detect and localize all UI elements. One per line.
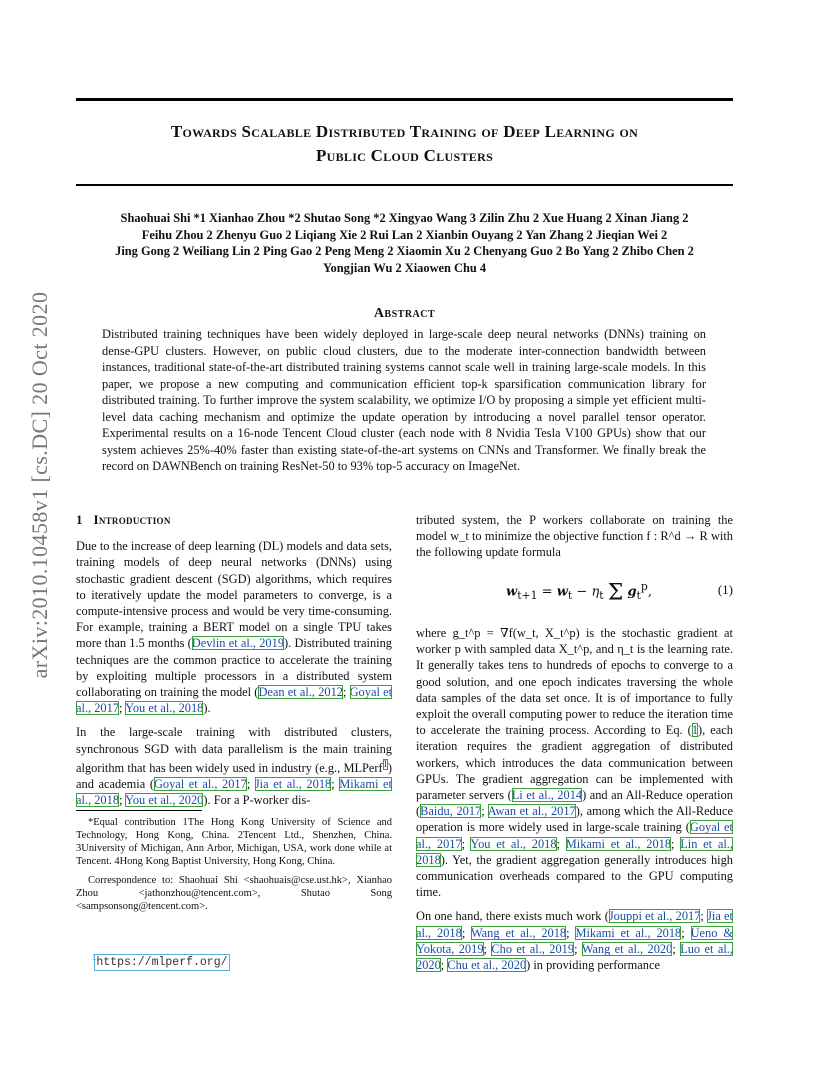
equation-number: (1) bbox=[717, 582, 733, 597]
paragraph-text: ). For a P-worker dis- bbox=[203, 793, 311, 808]
affiliation-footnote: *Equal contribution 1The Hong Kong University of Science and Technology, Hong Kong, China. 2Tencent Ltd., Shenzhen, China. 3University of Michigan, Ann Arbor, Michigan, USA, work done while at Tencent. 4Hong Kong Baptist University, Hong Kong, China. bbox=[76, 817, 392, 867]
citation-link[interactable]: Dean et al., 2012 bbox=[258, 685, 343, 700]
citation-link[interactable]: Wang et al., 2018 bbox=[470, 925, 567, 940]
citation-link[interactable]: Jia et al., 2018 bbox=[416, 909, 734, 940]
citation-link[interactable]: You et al., 2020 bbox=[125, 793, 204, 808]
citation-link[interactable]: Goyal et al., 2017 bbox=[416, 820, 733, 851]
section-number: 1 bbox=[76, 512, 83, 527]
right-column-bottom bbox=[416, 625, 733, 973]
citation-link[interactable]: Awan et al., 2017 bbox=[487, 804, 576, 819]
title-bottom-rule bbox=[76, 184, 733, 186]
author-line: Yongjian Wu 2 Xiaowen Chu 4 bbox=[322, 260, 487, 275]
paragraph-text: ). Distributed training techniques are the common practice to accelerate the training by exploiting multiple processors in a distributed system collaborating on training the model ( bbox=[76, 636, 392, 700]
citation-link[interactable]: Li et al., 2014 bbox=[511, 788, 583, 803]
citation-link[interactable]: Lin et al., 2018 bbox=[416, 836, 733, 867]
abstract-heading: Abstract bbox=[373, 306, 436, 321]
paragraph-text: tributed system, the P workers collaborate on training the model w_t to minimize the objective function f : R^d → R with the following update formula bbox=[416, 513, 733, 560]
citation-link[interactable]: You et al., 2018 bbox=[125, 701, 204, 716]
author-list bbox=[76, 210, 733, 276]
footnote-rule bbox=[76, 810, 202, 811]
update-equation bbox=[416, 572, 733, 618]
paragraph-text: ) in providing performance bbox=[526, 958, 660, 973]
title-line-1: Towards Scalable Distributed Training of Deep Learning on bbox=[170, 122, 639, 141]
paragraph-text: ) and academia ( bbox=[76, 760, 392, 792]
equation-body: $w_{t+1} = w_t - \eta_t$ Σ $g_t^p$, bbox=[506, 580, 652, 606]
citation-link[interactable]: Chu et al., 2020 bbox=[447, 958, 527, 973]
footnotes bbox=[76, 816, 392, 913]
citation-link[interactable]: Mikami et al., 2018 bbox=[575, 925, 682, 940]
equation-link[interactable]: 1 bbox=[691, 723, 699, 738]
url-footnote bbox=[92, 951, 228, 969]
citation-link[interactable]: Baidu, 2017 bbox=[420, 804, 482, 819]
citation-link[interactable]: Goyal et al., 2017 bbox=[76, 685, 393, 716]
section-heading bbox=[76, 512, 392, 528]
citation-link[interactable]: Mikami et al., 2018 bbox=[76, 777, 393, 808]
citation-link[interactable]: Jouppi et al., 2017 bbox=[608, 909, 701, 924]
citation-link[interactable]: You et al., 2018 bbox=[470, 836, 557, 851]
citation-link[interactable]: Cho et al., 2019 bbox=[491, 941, 575, 956]
footnote-mark: 1 bbox=[92, 952, 97, 962]
intro-paragraph-2: In the large-scale training with distributed clusters, synchronous SGD with data parallelism is the main training algorithm that has been widely used in industry (e.g., MLPerf$^1$) and academia (Goyal et al., 2017; Jia et al., 2018; Mikami et al., 2018; You et al., 2020). For a P-worker dis- bbox=[76, 725, 393, 808]
paragraph-text: where g_t^p = ∇f(w_t, X_t^p) is the stochastic gradient at worker p with sampled data X_t^p, and η_t is the learning rate. It generally takes tens to hundreds of epochs to converge to a good solution, and one epoch indicates traversing the whole data samples of the data set once. It is of importance to fully exploit the overall computing power to reduce the iteration time to accelerate the training process. According to Eq. ( bbox=[416, 626, 733, 738]
paragraph-text: ), among which the All-Reduce operation is more widely used in large-scale training ( bbox=[416, 804, 734, 835]
paragraph-2: where g_t^p = ∇f(w_t, X_t^p) is the stochastic gradient at worker p with sampled data X_t^p, and η_t is the learning rate. It generally takes tens to hundreds of epochs to converge to a good solution, and one epoch indicates traversing the whole data samples of the data set once. It is of importance to fully exploit the overall computing power to reduce the iteration time to accelerate the training process. According to Eq. (1), each iteration requires the gradient aggregation of distributed workers, which introduces the data communication between GPUs. The gradient aggregation can be implemented with parameter servers (Li et al., 2014) and an All-Reduce operation (Baidu, 2017; Awan et al., 2017), among which the All-Reduce operation is more widely used in large-scale training (Goyal et al., 2017; You et al., 2018; Mikami et al., 2018; Lin et al., 2018). Yet, the gradient aggregation generally introduces high communication overheads compared to the GPU computing time. bbox=[416, 626, 734, 900]
arxiv-id: arXiv:2010.10458v1 [cs.DC] 20 Oct 2020 bbox=[27, 291, 52, 679]
mlperf-url-link[interactable]: https://mlperf.org/ bbox=[96, 955, 228, 969]
section-title: Introduction bbox=[93, 512, 171, 527]
title-line-2: Public Cloud Clusters bbox=[315, 146, 494, 165]
paragraph-text: ). Yet, the gradient aggregation generally introduces high communication overheads compared to the GPU computing time. bbox=[416, 852, 733, 900]
citation-link[interactable]: Ueno & Yokota, 2019 bbox=[416, 925, 733, 956]
right-column-top bbox=[416, 512, 733, 561]
citation-link[interactable]: Devlin et al., 2019 bbox=[191, 636, 285, 651]
citation-link[interactable]: Jia et al., 2018 bbox=[254, 777, 332, 792]
paragraph-text: ), each iteration requires the gradient aggregation of distributed workers, which introduces the data communication between GPUs. The gradient aggregation can be implemented with parameter servers ( bbox=[416, 723, 733, 803]
citation-link[interactable]: Goyal et al., 2017 bbox=[153, 777, 247, 792]
paragraph-text: On one hand, there exists much work ( bbox=[416, 909, 609, 924]
author-line: Shaohuai Shi *1 Xianhao Zhou *2 Shutao Song *2 Xingyao Wang 3 Zilin Zhu 2 Xue Huang 2 Xinan Jiang 2 bbox=[120, 211, 689, 225]
paragraph-text: ) and an All-Reduce operation ( bbox=[416, 788, 733, 819]
left-column bbox=[76, 512, 392, 809]
abstract-text: Distributed training techniques have been widely deployed in large-scale deep neural networks (DNNs) training on dense-GPU clusters. However, on public cloud clusters, due to the moderate inter-connection bandwidth between instances, traditional state-of-the-art distributed training systems cannot scale well in training large-scale models. In this paper, we propose a new computing and communication efficient top-k sparsification communication library for distributed training. To further improve the system scalability, we optimize I/O by proposing a simple yet efficient multi-level data caching mechanism and optimize the update operation by introducing a novel parallel tensor operator. Experimental results on a 16-node Tencent Cloud cluster (each node with 8 Nvidia Tesla V100 GPUs) show that our system achieves 25%-40% faster than existing state-of-the-art systems on CNNs and Transformer. We finally break the record on DAWNBench on training ResNet-50 to 93% top-5 accuracy on ImageNet. bbox=[102, 327, 706, 473]
correspondence-footnote: Correspondence to: Shaohuai Shi <shaohuais@cse.ust.hk>, Xianhao Zhou <jathonzhou@tencent.com>, Shutao Song <sampsonsong@tencent.com>. bbox=[76, 875, 392, 912]
arxiv-stamp bbox=[10, 290, 70, 680]
paragraph-text: Due to the increase of deep learning (DL) models and data sets, training models of deep neural networks (DNNs) using stochastic gradient descent (SGD) algorithms, which requires to iteratively update the model parameters to converge, is a compute-intensive process and would be very time-consuming. For example, training a BERT model on a single TPU takes more than 1.5 months ( bbox=[76, 539, 392, 651]
footnote-link[interactable]: 1 bbox=[382, 758, 388, 770]
citation-link[interactable]: Mikami et al., 2018 bbox=[565, 836, 672, 851]
author-line: Feihu Zhou 2 Zhenyu Guo 2 Liqiang Xie 2 Rui Lan 2 Xianbin Ouyang 2 Yan Zhang 2 Jieqian Wei 2 bbox=[141, 227, 668, 242]
title-top-rule bbox=[76, 98, 733, 101]
paper-title bbox=[76, 120, 733, 168]
paragraph-3: On one hand, there exists much work (Jouppi et al., 2017; Jia et al., 2018; Wang et al., 2018; Mikami et al., 2018; Ueno & Yokota, 2019; Cho et al., 2019; Wang et al., 2020; Luo et al., 2020; Chu et al., 2020) in providing performance bbox=[416, 909, 734, 973]
author-line: Jing Gong 2 Weiliang Lin 2 Ping Gao 2 Peng Meng 2 Xiaomin Xu 2 Chenyang Guo 2 Bo Yang 2 Zhibo Chen 2 bbox=[115, 244, 694, 258]
sum-symbol: Σ bbox=[607, 580, 624, 606]
citation-link[interactable]: Wang et al., 2020 bbox=[581, 941, 673, 956]
citation-link[interactable]: Luo et al., 2020 bbox=[416, 941, 733, 973]
intro-paragraph-1: Due to the increase of deep learning (DL) models and data sets, training models of deep neural networks (DNNs) using stochastic gradient descent (SGD) algorithms, which requires to iteratively update the model parameters to converge, is a compute-intensive process and would be very time-consuming. For example, training a BERT model on a single TPU takes more than 1.5 months (Devlin et al., 2019). Distributed training techniques are the common practice to accelerate the training by exploiting multiple processors in a distributed system collaborating on training the model (Dean et al., 2012; Goyal et al., 2017; You et al., 2018). bbox=[76, 539, 393, 716]
paragraph-text: In the large-scale training with distributed clusters, synchronous SGD with data parallelism is the main training algorithm that has been widely used in industry (e.g., MLPerf bbox=[76, 725, 392, 775]
